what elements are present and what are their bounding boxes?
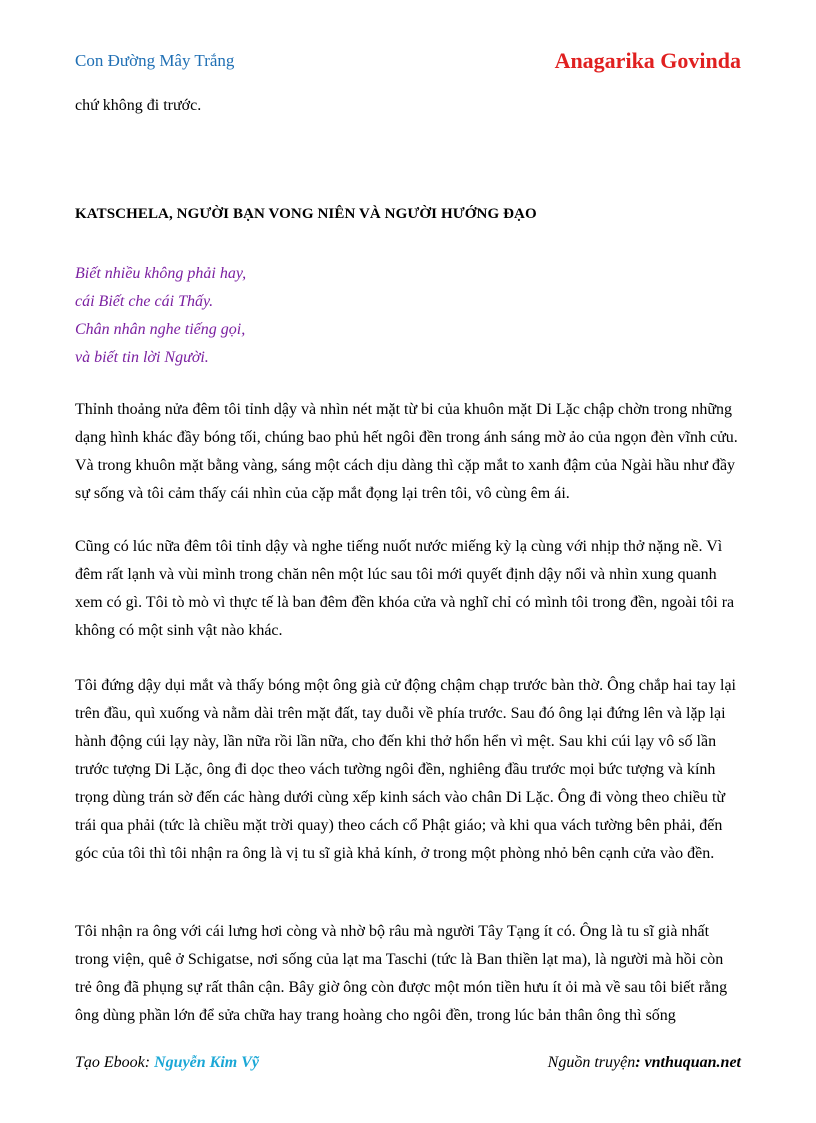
continuation-line: chứ không đi trước. <box>75 97 202 114</box>
ebook-label: Tạo Ebook <box>75 1054 145 1071</box>
poem-line: Chân nhân nghe tiếng gọi, <box>75 321 246 338</box>
source-site: vnthuquan.net <box>644 1054 741 1071</box>
footer-source-credit <box>548 1054 741 1072</box>
body-paragraph: Cũng có lúc nữa đêm tôi tỉnh dậy và nghe tiếng nuốt nước miếng kỳ lạ cùng với nhịp thở nặng nề. Vì đêm rất lạnh và vùi mình trong chăn nên một lúc sau tôi mới quyết định dậy nổi và nhìn xung quanh xem có gì. Tôi tò mò vì thực tế là ban đêm đền khóa cửa và nghĩ chỉ có mình tôi trong đền, ngoài tôi ra không có một sinh vật nào khác. <box>75 538 735 639</box>
source-label: Nguồn truyện <box>547 1054 636 1071</box>
footer-ebook-credit <box>75 1054 259 1072</box>
ebook-creator-name: Nguyễn Kim Vỹ <box>154 1054 259 1071</box>
poem-line: cái Biết che cái Thấy. <box>75 293 214 310</box>
body-paragraph: Thỉnh thoảng nửa đêm tôi tỉnh dậy và nhìn nét mặt từ bi của khuôn mặt Di Lặc chập chờn trong những dạng hình khác đầy bóng tối, chúng bao phủ hết ngôi đền trong ánh sáng mờ ảo của ngọn đèn vĩnh cửu. Và trong khuôn mặt bằng vàng, sáng một cách dịu dàng thì cặp mắt to xanh đậm của Ngài hầu như đầy sự sống và tôi cảm thấy cái nhìn của cặp mắt đọng lại trên tôi, vô cùng êm ái. <box>75 401 738 502</box>
author-name: Anagarika Govinda <box>554 48 741 73</box>
chapter-heading: KATSCHELA, NGƯỜI BẠN VONG NIÊN VÀ NGƯỜI HƯỚNG ĐẠO <box>75 206 537 222</box>
body-paragraph: Tôi đứng dậy dụi mắt và thấy bóng một ông già cử động chậm chạp trước bàn thờ. Ông chắp hai tay lại trên đầu, quì xuống và nằm dài trên mặt đất, tay duỗi về phía trước. Sau đó ông lại đứng lên và lặp lại hành động cúi lạy này, lần nữa rồi lần nữa, cho đến khi thở hổn hển vì mệt. Sau khi cúi lạy vô số lần trước tượng Di Lặc, ông đi dọc theo vách tường ngôi đền, nghiêng đầu trước mọi bức tượng và kính trọng dùng trán sờ đến các hàng dưới cùng xếp kinh sách vào chân Di Lặc. Ông đi vòng theo chiều từ trái qua phải (tức là chiều mặt trời quay) theo cách cổ Phật giáo; và khi qua vách tường bên phải, đến góc của tôi thì tôi nhận ra ông là vị tu sĩ già khả kính, ở trong một phòng nhỏ bên cạnh cửa vào đền. <box>75 677 736 862</box>
book-title: Con Đường Mây Trắng <box>75 51 235 70</box>
body-paragraph: Tôi nhận ra ông với cái lưng hơi còng và nhờ bộ râu mà người Tây Tạng ít có. Ông là tu sĩ già nhất trong viện, quê ở Schigatse, nơi sống của lạt ma Taschi (tức là Ban thiền lạt ma), là người mà hồi còn trẻ ông đã phụng sự rất thân cận. Bây giờ ông còn được một món tiền hưu ít ỏi mà về sau tôi biết rằng ông dùng phần lớn để sửa chữa hay trang hoàng cho ngôi đền, trong lúc bản thân ông thì sống <box>75 923 728 1024</box>
poem-line: Biết nhiều không phải hay, <box>75 265 247 282</box>
epigraph-poem <box>75 260 246 372</box>
source-separator: : <box>635 1054 645 1071</box>
poem-line: và biết tin lời Người. <box>75 349 209 366</box>
ebook-separator: : <box>144 1054 155 1071</box>
